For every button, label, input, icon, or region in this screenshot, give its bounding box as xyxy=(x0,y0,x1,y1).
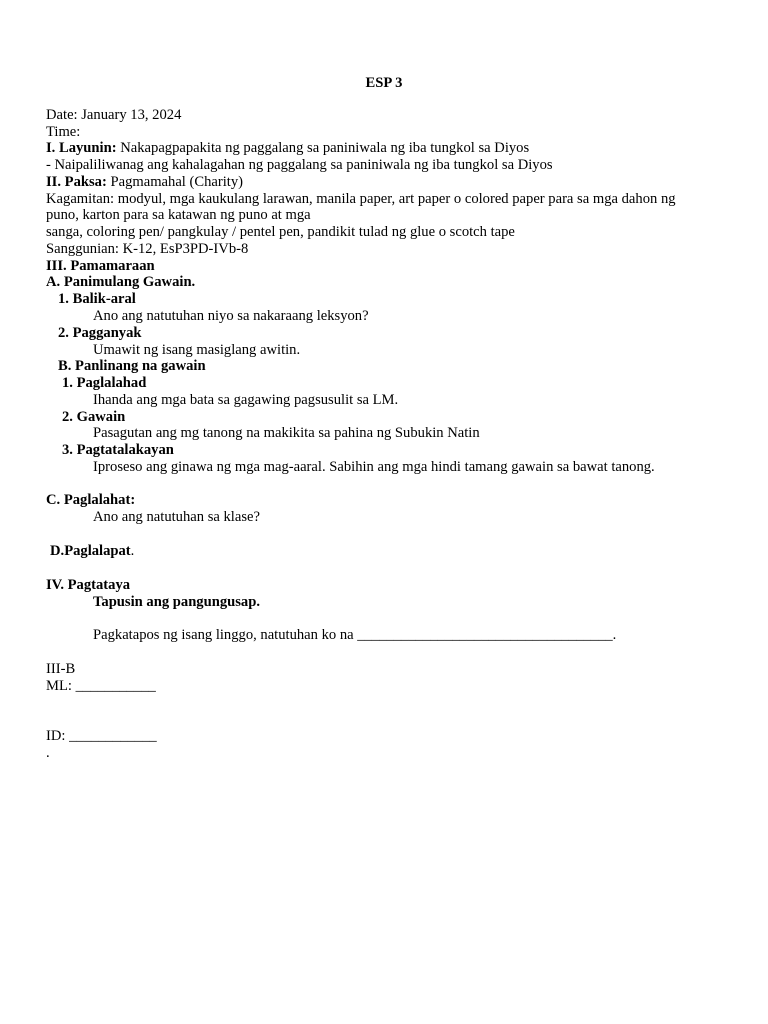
balik-aral-heading xyxy=(58,291,136,308)
tapusin-text: Tapusin ang pangungusap. xyxy=(93,594,260,610)
gawain-text: 2. Gawain xyxy=(62,409,126,425)
sanggunian-line: Sanggunian: K-12, EsP3PD-IVb-8 xyxy=(46,241,249,257)
paglalahat-body: Ano ang natutuhan sa klase? xyxy=(93,509,260,525)
id-line: ID: ____________ xyxy=(46,728,157,744)
layunin-line xyxy=(46,140,529,157)
pagtatalakayan-heading xyxy=(62,442,174,459)
paglalapat-dot: . xyxy=(130,543,135,559)
pagkatapos-sentence: Pagkatapos ng isang linggo, natutuhan ko na ___________________________________. xyxy=(93,627,617,643)
gawain-body: Pasagutan ang mg tanong na makikita sa pahina ng Subukin Natin xyxy=(93,425,480,441)
tapusin-instruction xyxy=(93,594,260,611)
pagtataya-heading xyxy=(46,577,130,594)
gawain-heading xyxy=(62,409,125,426)
paglalahad-heading xyxy=(62,375,146,392)
layunin-sub-line: - Naipaliliwanag ang kahalagahan ng paggalang sa paniniwala ng iba tungkol sa Diyos xyxy=(46,157,553,173)
pagganyak-text: 2. Pagganyak xyxy=(58,325,142,341)
panimulang-text: A. Panimulang Gawain. xyxy=(46,274,196,290)
balik-aral-body: Ano ang natutuhan niyo sa nakaraang leksyon? xyxy=(93,308,369,324)
end-dot: . xyxy=(46,745,50,761)
pagganyak-heading xyxy=(58,325,142,342)
ml-line: ML: ___________ xyxy=(46,678,156,694)
paglalahat-heading xyxy=(46,492,135,509)
layunin-text: Nakapagpapakita ng paggalang sa paniniwala ng iba tungkol sa Diyos xyxy=(116,140,530,156)
paksa-label: II. Paksa: xyxy=(46,174,107,190)
section-label: III-B xyxy=(46,661,76,677)
paglalahad-body: Ihanda ang mga bata sa gagawing pagsusulit sa LM. xyxy=(93,392,399,408)
time-line: Time: xyxy=(46,124,81,140)
panimulang-heading xyxy=(46,274,195,291)
panlinang-text: B. Panlinang na gawain xyxy=(58,358,206,374)
paglalapat-heading xyxy=(50,543,134,560)
paksa-line xyxy=(46,174,243,191)
pamamaraan-heading xyxy=(46,258,155,275)
pamamaraan-text: III. Pamamaraan xyxy=(46,258,155,274)
paksa-text: Pagmamahal (Charity) xyxy=(106,174,243,190)
kagamitan-line-1: Kagamitan: modyul, mga kaukulang larawan, manila paper, art paper o colored paper para sa mga dahon ng xyxy=(46,191,676,207)
kagamitan-line-2: puno, karton para sa katawan ng puno at mga xyxy=(46,207,311,223)
date-line: Date: January 13, 2024 xyxy=(46,107,182,123)
doc-title: ESP 3 xyxy=(365,75,403,91)
pagtatalakayan-body: Iproseso ang ginawa ng mga mag-aaral. Sabihin ang mga hindi tamang gawain sa bawat tanong. xyxy=(93,459,655,475)
pagtatalakayan-text: 3. Pagtatalakayan xyxy=(62,442,174,458)
paglalapat-label: D.Paglalapat xyxy=(50,543,131,559)
paglalahad-text: 1. Paglalahad xyxy=(62,375,147,391)
panlinang-heading xyxy=(58,358,206,375)
pagtataya-text: IV. Pagtataya xyxy=(46,577,131,593)
pagganyak-body: Umawit ng isang masiglang awitin. xyxy=(93,342,301,358)
layunin-label: I. Layunin: xyxy=(46,140,117,156)
balik-aral-text: 1. Balik-aral xyxy=(58,291,136,307)
kagamitan-line-3: sanga, coloring pen/ pangkulay / pentel pen, pandikit tulad ng glue o scotch tape xyxy=(46,224,515,240)
paglalahat-label: C. Paglalahat: xyxy=(46,492,136,508)
